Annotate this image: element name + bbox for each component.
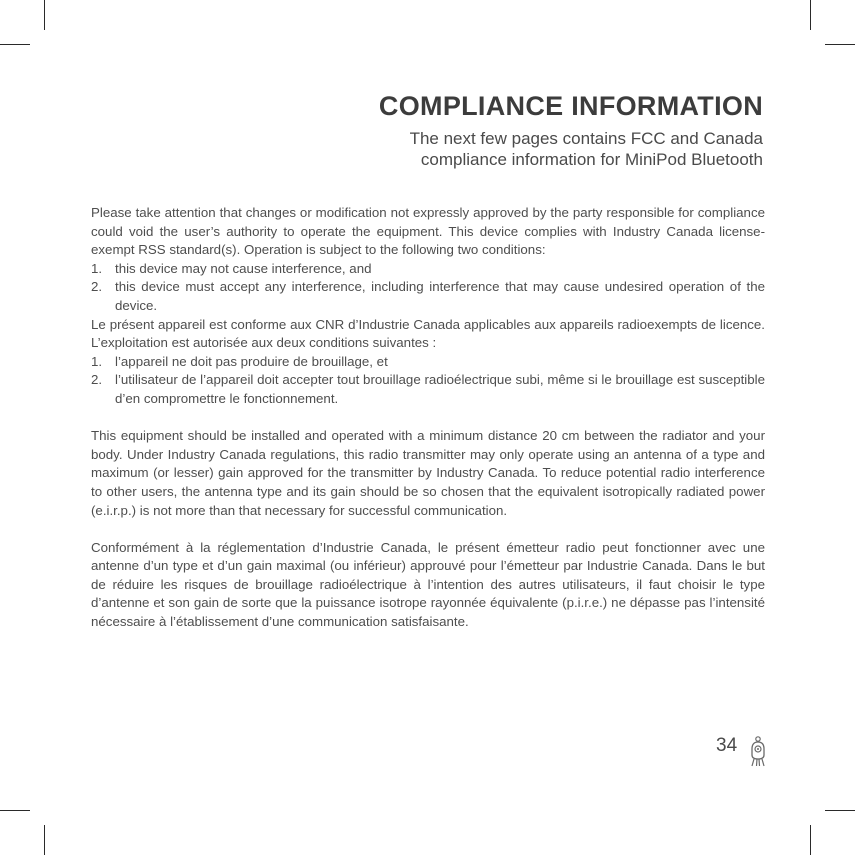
crop-mark-bottom-right-h [825, 810, 855, 811]
list-item-text: this device may not cause interference, and [115, 260, 372, 276]
page-title: COMPLIANCE INFORMATION [378, 91, 763, 121]
paragraph-spacer [91, 520, 765, 539]
list-number: 2. [91, 279, 103, 295]
compliance-body [91, 204, 765, 632]
subtitle-line: The next few pages contains FCC and Canada [409, 129, 763, 148]
subtitle-line: compliance information for MiniPod Bluetooth [420, 150, 763, 169]
crop-mark-top-right-v [810, 0, 811, 30]
radiator-paragraph-en: This equipment should be installed and operated with a minimum distance 20 cm between the radiator and your body. Under Industry Canada regulations, this radio transmitter may only operate using an antenna of a type and maximum (or lesser) gain approved for the transmitter by Industry Canada. To reduce potential radio interference to other users, the antenna type and its gain should be so chosen that the equivalent isotropically radiated power (e.i.r.p.) is not more than that necessary for successful communication. [91, 428, 765, 518]
list-number: 1. [91, 353, 103, 369]
list-item [91, 371, 765, 408]
list-number: 2. [91, 372, 103, 388]
list-item-text: l’appareil ne doit pas produire de brouillage, et [115, 353, 388, 369]
list-item-text: l’utilisateur de l’appareil doit accepter tout brouillage radioélectrique subi, même si le brouillage est susceptible d’en compromettre le fonctionnement. [115, 372, 765, 406]
page-number: 34 [716, 735, 738, 756]
conditions-list-en [91, 260, 765, 316]
list-item [91, 260, 765, 279]
crop-mark-bottom-right-v [810, 825, 811, 855]
page-subtitle [410, 128, 763, 170]
paragraph-spacer [91, 409, 765, 428]
list-number: 1. [91, 260, 103, 276]
minipod-mascot-icon [748, 735, 768, 767]
radiator-paragraph-fr: Conformément à la réglementation d’Industrie Canada, le présent émetteur radio peut fonctionner avec une antenne d’un type et d’un gain maximal (ou inférieur) approuvé pour l’émetteur par Industrie Canada. Dans le but de réduire les risques de brouillage radioélectrique à l’intention des autres utilisateurs, il faut choisir le type d’antenne et son gain de sorte que la puissance isotrope rayonnée équivalente (p.i.r.e.) ne dépasse pas l’intensité nécessaire à l’établissement d’une communication satisfaisante. [91, 539, 765, 630]
list-item-text: this device must accept any interference, including interference that may cause undesired operation of the device. [115, 279, 765, 313]
intro-paragraph-fr: Le présent appareil est conforme aux CNR d’Industrie Canada applicables aux appareils radioexempts de licence. L’exploitation est autorisée aux deux conditions suivantes : [91, 316, 765, 351]
list-item [91, 278, 765, 315]
intro-paragraph-en: Please take attention that changes or modification not expressly approved by the party responsible for compliance could void the user’s authority to operate the equipment. This device complies with Industry Canada license-exempt RSS standard(s). Operation is subject to the following two conditions: [91, 205, 765, 258]
crop-mark-top-right-h [825, 44, 855, 45]
crop-mark-bottom-left-h [0, 810, 30, 811]
crop-mark-bottom-left-v [44, 825, 45, 855]
crop-mark-top-left-v [44, 0, 45, 30]
list-item [91, 353, 765, 372]
conditions-list-fr [91, 353, 765, 409]
crop-mark-top-left-h [0, 44, 30, 45]
